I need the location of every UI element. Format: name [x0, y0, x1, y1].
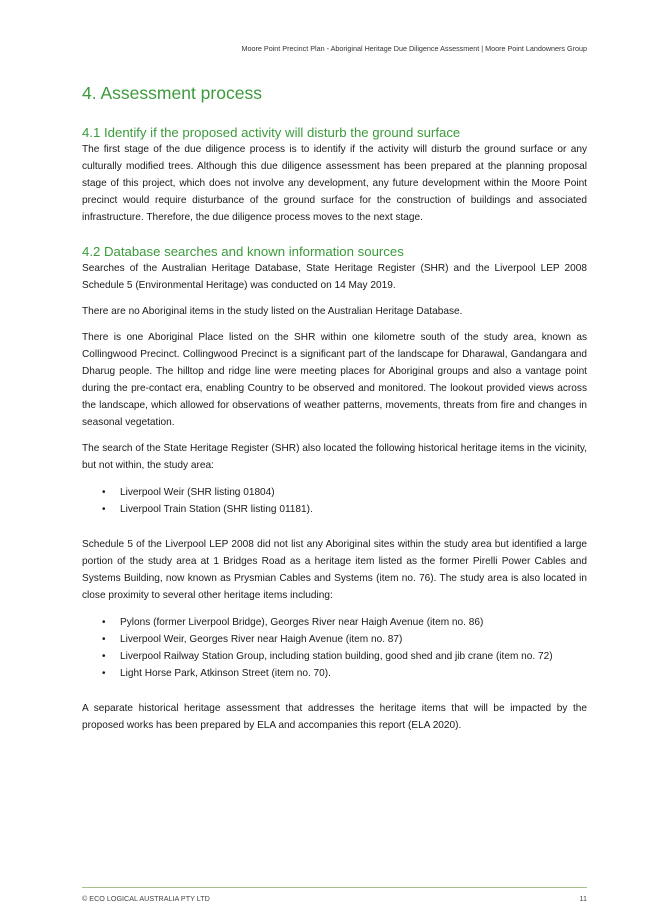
subsection-4-2-heading: 4.2 Database searches and known information sources — [82, 244, 404, 259]
paragraph-shr-items: The search of the State Heritage Register (SHR) also located the following historical heritage items in the vicinity, but not within, the study area: — [82, 443, 587, 471]
section-title: 4. Assessment process — [82, 83, 262, 103]
list-item: • Light Horse Park, Atkinson Street (item no. 70). — [82, 665, 587, 682]
page-content — [82, 80, 587, 734]
shr-items-list — [82, 484, 587, 518]
subsection-4-1-paragraph: The first stage of the due diligence process is to identify if the activity will disturb the ground surface or any culturally modified trees. Although this due diligence assessment has been prepared at the planning proposal stage of this project, which does not involve any development, any future development within the Moore Point precinct would require disturbance of the ground surface for the construction of buildings and associated infrastructure. Therefore, the due diligence process moves to the next stage. — [82, 144, 587, 223]
footer-copyright: © ECO LOGICAL AUSTRALIA PTY LTD — [82, 894, 210, 903]
list-item: • Liverpool Railway Station Group, including station building, good shed and jib crane (item no. 72) — [82, 648, 587, 665]
subsection-4-1-heading: 4.1 Identify if the proposed activity will disturb the ground surface — [82, 125, 461, 140]
lep-items-list — [82, 614, 587, 682]
list-item: • Liverpool Weir (SHR listing 01804) — [82, 484, 587, 501]
paragraph-separate-assessment: A separate historical heritage assessment that addresses the heritage items that will be impacted by the proposed works has been prepared by ELA and accompanies this report (ELA 2020). — [82, 703, 587, 731]
paragraph-no-items: There are no Aboriginal items in the study listed on the Australian Heritage Database. — [82, 306, 463, 317]
paragraph-collingwood: There is one Aboriginal Place listed on the SHR within one kilometre south of the study area, known as Collingwood Precinct. Collingwood Precinct is a significant part of the landscape for Dharawal, Gandangara and Dharug people. The hilltop and ridge line were meeting places for Aboriginal groups and also a vantage point during the pre-contact era, enabling Country to be observed and monitored. The lookout provided views across the landscape, which allowed for observations of weather patterns, movements, threats from fire and changes in seasonal vegetation. — [82, 332, 587, 428]
list-item: • Liverpool Train Station (SHR listing 01181). — [82, 501, 587, 518]
paragraph-lep-schedule: Schedule 5 of the Liverpool LEP 2008 did not list any Aboriginal sites within the study area but identified a large portion of the study area at 1 Bridges Road as a heritage item listed as the former Pirelli Power Cables and Systems Building, now known as Prysmian Cables and Systems (item no. 76). The study area is also located in close proximity to several other heritage items including: — [82, 539, 587, 601]
footer-rule — [82, 887, 587, 888]
running-header: Moore Point Precinct Plan - Aboriginal Heritage Due Diligence Assessment | Moore Point Landowners Group — [241, 44, 587, 53]
list-item: • Pylons (former Liverpool Bridge), Georges River near Haigh Avenue (item no. 86) — [82, 614, 587, 631]
list-item: • Liverpool Weir, Georges River near Haigh Avenue (item no. 87) — [82, 631, 587, 648]
page-number: 11 — [579, 894, 587, 903]
paragraph-database-searches: Searches of the Australian Heritage Database, State Heritage Register (SHR) and the Liverpool LEP 2008 Schedule 5 (Environmental Heritage) was conducted on 14 May 2019. — [82, 263, 587, 291]
